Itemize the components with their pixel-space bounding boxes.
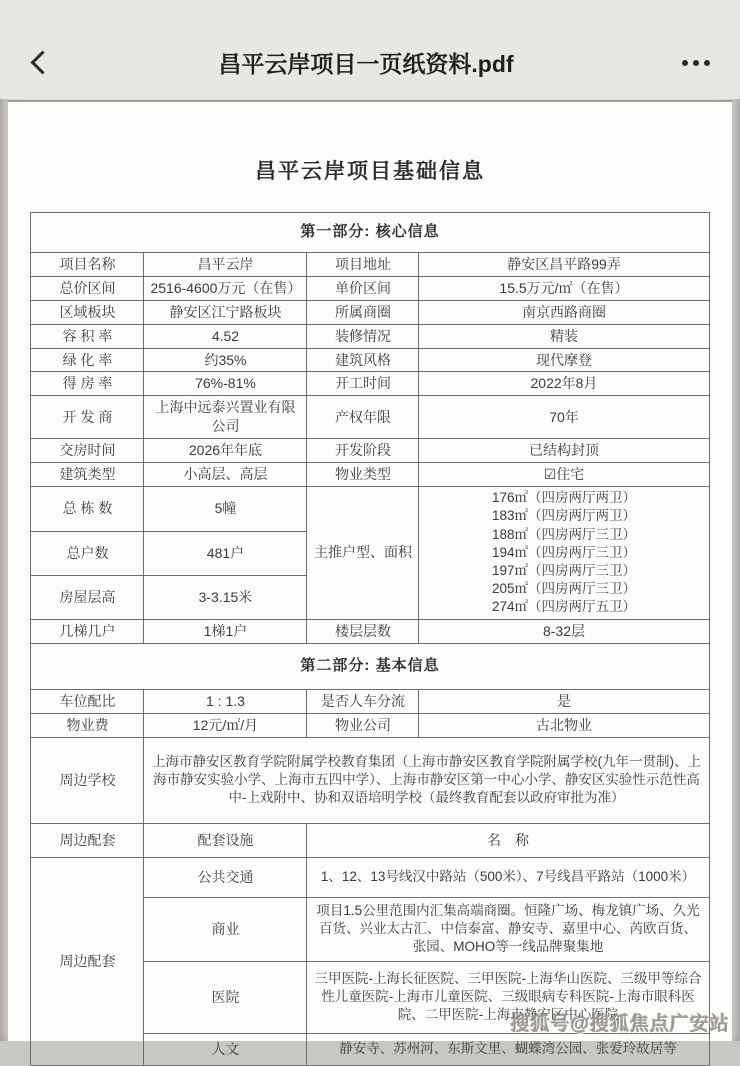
- row-value: 5幢: [144, 486, 307, 531]
- table-row: [31, 300, 709, 324]
- row-label: 房屋层高: [31, 575, 144, 619]
- table-row: [31, 439, 709, 463]
- row-value: 是: [419, 689, 709, 713]
- table-row: [31, 348, 709, 372]
- row-label: 物业公司: [307, 713, 419, 737]
- row-value: ☑住宅: [419, 463, 709, 487]
- row-label: 装修情况: [307, 324, 419, 348]
- chevron-left-icon: [30, 50, 54, 74]
- facility-detail: 三甲医院-上海长征医院、三甲医院-上海华山医院、三级甲等综合性儿童医院-上海市儿童医院、三级眼病专科医院-上海市眼科医院、二甲医院-上海市静安区中心医院: [307, 961, 709, 1033]
- schools-row: [31, 737, 709, 823]
- row-value: 4.52: [144, 324, 307, 348]
- back-button[interactable]: [30, 43, 70, 83]
- pdf-page: [7, 100, 733, 1057]
- unit-type-item: 205㎡（四房两厅三卫）: [491, 581, 636, 597]
- row-value: 静安区江宁路板块: [144, 300, 307, 324]
- facility-detail: 项目1.5公里范围内汇集高端商圈。恒隆广场、梅龙镇广场、久光百货、兴业太古汇、中信泰富、静安寺、嘉里中心、芮欧百货、张园、MOHO等一线品牌聚集地: [307, 897, 709, 961]
- row-label: 所属商圈: [307, 300, 419, 324]
- document-title: 昌平云岸项目基础信息: [255, 160, 485, 183]
- row-value: 1梯1户: [144, 619, 307, 643]
- row-label: 项目地址: [307, 253, 419, 277]
- facility-detail: 静安寺、苏州河、东斯文里、蝴蝶湾公园、张爱玲故居等: [307, 1033, 709, 1065]
- section1-title: 第一部分: 核心信息: [31, 213, 709, 253]
- row-value: 2022年8月: [419, 372, 709, 396]
- ellipsis-icon: [693, 60, 699, 66]
- row-label: 交房时间: [31, 439, 144, 463]
- facilities-header-row: [31, 823, 709, 857]
- row-label: 物业类型: [307, 463, 419, 487]
- section2-title: 第二部分: 基本信息: [31, 643, 709, 689]
- row-value: 静安区昌平路99弄: [419, 253, 709, 277]
- row-value: 2026年年底: [144, 439, 307, 463]
- row-label: 车位配比: [31, 689, 144, 713]
- row-label: 楼层层数: [307, 619, 419, 643]
- table-row: [31, 713, 709, 737]
- row-value: 12元/㎡/月: [144, 713, 307, 737]
- facility-row: [31, 857, 709, 897]
- table-row: [31, 486, 709, 531]
- row-value: 3-3.15米: [144, 575, 307, 619]
- top-bar: [0, 0, 740, 99]
- row-value: 南京西路商圈: [419, 300, 709, 324]
- row-label: 物业费: [31, 713, 144, 737]
- table-row: [31, 372, 709, 396]
- row-label: 产权年限: [307, 396, 419, 439]
- facility-category: 医院: [144, 961, 307, 1033]
- row-label: 周边学校: [31, 737, 144, 823]
- row-label: 建筑风格: [307, 348, 419, 372]
- row-value: 15.5万元/㎡（在售）: [419, 276, 709, 300]
- table-row: [31, 324, 709, 348]
- row-label: 建筑类型: [31, 463, 144, 487]
- row-value: 精装: [419, 324, 709, 348]
- table-row: [31, 396, 709, 439]
- facility-category: 商业: [144, 897, 307, 961]
- row-value: 小高层、高层: [144, 463, 307, 487]
- unit-type-item: 197㎡（四房两厅三卫）: [491, 563, 636, 579]
- row-label: 开工时间: [307, 372, 419, 396]
- row-label: 周边配套: [31, 857, 144, 1065]
- project-info-table: [30, 212, 709, 1066]
- row-label: 单价区间: [307, 276, 419, 300]
- row-value: 上海中远泰兴置业有限公司: [144, 396, 307, 439]
- table-row: [31, 253, 709, 277]
- row-label: 容 积 率: [31, 324, 144, 348]
- row-value: 76%-81%: [144, 372, 307, 396]
- row-value: 70年: [419, 396, 709, 439]
- table-row: [31, 463, 709, 487]
- unit-type-item: 194㎡（四房两厅三卫）: [491, 544, 636, 560]
- row-value: 1 : 1.3: [144, 689, 307, 713]
- facility-category: 人文: [144, 1033, 307, 1065]
- section1-header-row: [31, 213, 709, 253]
- section2-header-row: [31, 643, 709, 689]
- row-value: 现代摩登: [419, 348, 709, 372]
- row-value: 已结构封顶: [419, 439, 709, 463]
- unit-types-list: [419, 486, 709, 619]
- row-label: 区域板块: [31, 300, 144, 324]
- row-value: 8-32层: [419, 619, 709, 643]
- row-value: 昌平云岸: [144, 253, 307, 277]
- table-row: [31, 276, 709, 300]
- unit-type-item: 188㎡（四房两厅三卫）: [491, 526, 636, 542]
- row-value: 481户: [144, 531, 307, 575]
- facility-category: 公共交通: [144, 857, 307, 897]
- ellipsis-icon: [704, 60, 710, 66]
- row-label: 几梯几户: [31, 619, 144, 643]
- ellipsis-icon: [682, 60, 688, 66]
- row-label: 开 发 商: [31, 396, 144, 439]
- row-value: 古北物业: [419, 713, 709, 737]
- column-header: 配套设施: [144, 823, 307, 857]
- row-label: 周边配套: [31, 823, 144, 857]
- row-label: 得 房 率: [31, 372, 144, 396]
- row-label: 总 栋 数: [31, 486, 144, 531]
- row-label: 项目名称: [31, 253, 144, 277]
- table-row: [31, 619, 709, 643]
- unit-type-item: 183㎡（四房两厅两卫）: [491, 508, 636, 524]
- row-label: 总价区间: [31, 276, 144, 300]
- unit-type-item: 274㎡（四房两厅五卫）: [491, 599, 636, 615]
- file-title: 昌平云岸项目一页纸资料.pdf: [218, 51, 514, 77]
- facility-detail: 1、12、13号线汉中路站（500米）、7号线昌平路站（1000米）: [307, 857, 709, 897]
- row-label: 绿 化 率: [31, 348, 144, 372]
- row-label: 是否人车分流: [307, 689, 419, 713]
- row-value: 约35%: [144, 348, 307, 372]
- more-options-button[interactable]: [662, 43, 710, 83]
- unit-type-item: 176㎡（四房两厅两卫）: [491, 490, 636, 506]
- row-label: 开发阶段: [307, 439, 419, 463]
- column-header: 名 称: [307, 823, 709, 857]
- row-label: 总户数: [31, 531, 144, 575]
- watermark: 搜狐号@搜狐焦点广安站: [510, 1014, 730, 1035]
- table-row: [31, 689, 709, 713]
- unit-types-label: 主推户型、面积: [307, 486, 419, 619]
- row-value: 2516-4600万元（在售）: [144, 276, 307, 300]
- schools-text: 上海市静安区教育学院附属学校教育集团（上海市静安区教育学院附属学校(九年一贯制)、上海市静安实验小学、上海市五四中学）、上海市静安区第一中心小学、静安区实验性示范性高中-上戏附中、协和双语培明学校（最终教育配套以政府审批为准）: [144, 737, 709, 823]
